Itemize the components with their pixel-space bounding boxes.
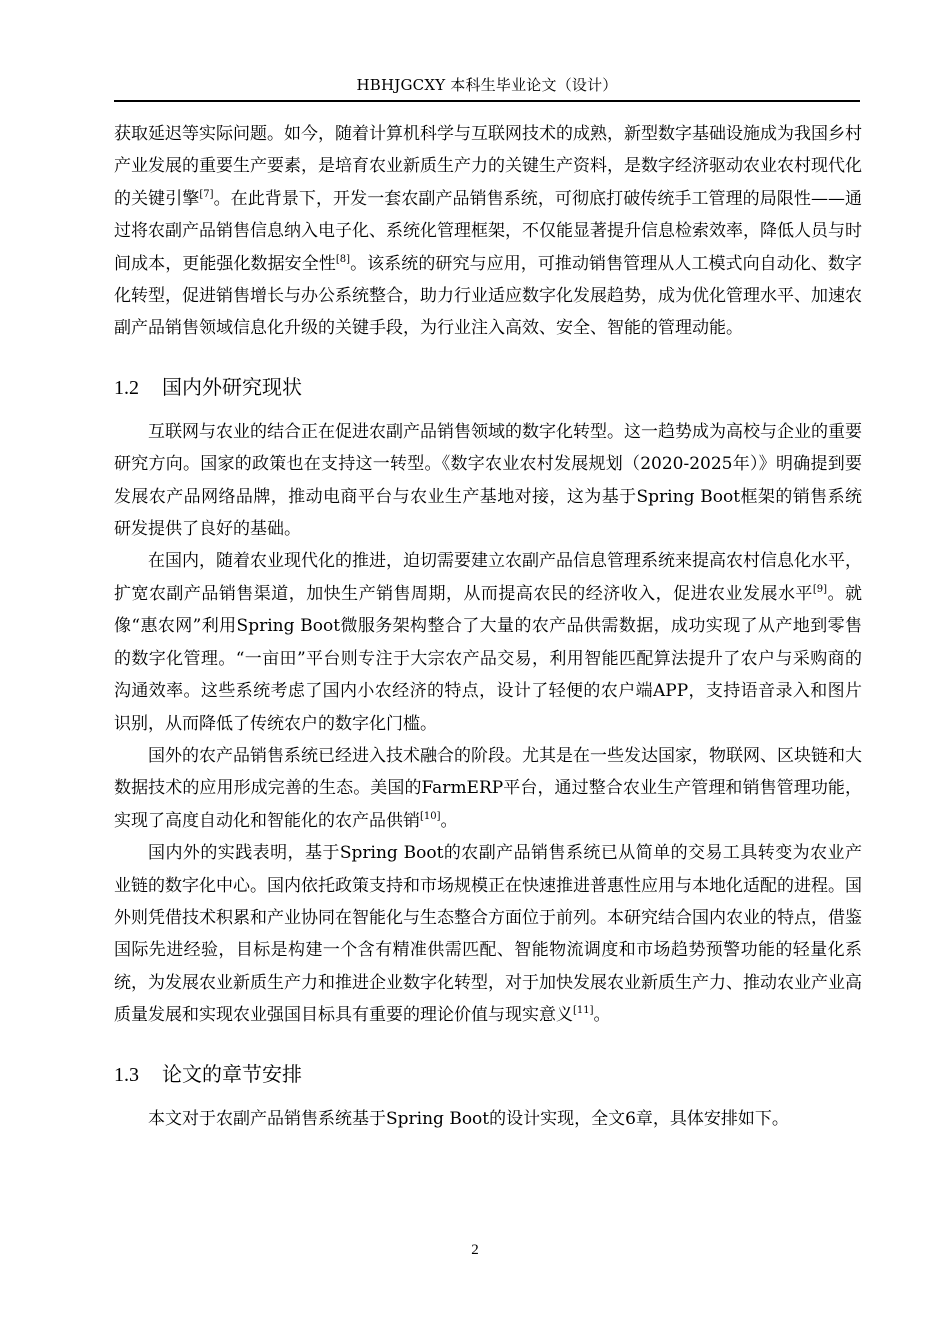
- paragraph-text: 本文对于农副产品销售系统基于Spring Boot的设计实现，全文6章，具体安排如下。: [148, 1108, 789, 1129]
- paragraph-text: 。在此背景下，开发一套农副产品销售系统，可彻底打破传统手工管理的局限性——通过将农副产品销售信息纳入电子化、系统化管理框架，不仅能显著提升信息检索效率，降低人员与时间成本，更能强化数据安全性: [114, 188, 863, 274]
- paragraph-text: 。该系统的研究与应用，可推动销售管理从人工模式向自动化、数字化转型，促进销售增长与办公系统整合，助力行业适应数字化发展趋势，成为优化管理水平、加速农副产品销售领域信息化升级的关键手段，为行业注入高效、安全、智能的管理动能。: [114, 253, 863, 339]
- section-number: 1.2: [114, 376, 139, 399]
- page-body: [114, 118, 862, 1135]
- paragraph-text: 。: [440, 810, 458, 831]
- citation-ref: [7]: [199, 188, 214, 200]
- page-number: 2: [471, 1242, 479, 1258]
- section-number: 1.3: [114, 1063, 139, 1086]
- section-heading-1-3: [114, 1059, 862, 1090]
- paragraph-text: 国内外的实践表明，基于Spring Boot的农副产品销售系统已从简单的交易工具转变为农业产业链的数字化中心。国内依托政策支持和市场规模正在快速推进普惠性应用与本地化适配的进程。国外则凭借技术积累和产业协同在智能化与生态整合方面位于前列。本研究结合国内农业的特点，借鉴国际先进经验，目标是构建一个含有精准供需匹配、智能物流调度和市场趋势预警功能的轻量化系统，为发展农业新质生产力和推进企业数字化转型，对于加快发展农业新质生产力、推动农业产业高质量发展和实现农业强国目标具有重要的理论价值与现实意义: [114, 843, 862, 1026]
- citation-ref: [9]: [812, 583, 828, 595]
- citation-ref: [10]: [420, 810, 441, 822]
- paragraph-foreign: [114, 740, 862, 837]
- citation-ref: [8]: [335, 253, 351, 265]
- paragraph-summary: [114, 837, 862, 1031]
- running-header: HBHJGCXY 本科生毕业论文（设计）: [356, 76, 618, 94]
- section-title: 国内外研究现状: [162, 374, 302, 399]
- citation-ref: [11]: [573, 1005, 594, 1017]
- paragraph-text: 。: [593, 1005, 611, 1026]
- paragraph-chapter-overview: [114, 1103, 862, 1135]
- paragraph-domestic: [114, 545, 862, 739]
- paragraph-text: 。就像“惠农网”利用Spring Boot微服务架构整合了大量的农产品供需数据，成功实现了从产地到零售的数字化管理。“一亩田”平台则专注于大宗农产品交易，利用智能匹配算法提升了农户与采购商的沟通效率。这些系统考虑了国内小农经济的特点，设计了轻便的农户端APP，支持语音录入和图片识别，从而降低了传统农户的数字化门槛。: [114, 583, 863, 734]
- paragraph-text: 国外的农产品销售系统已经进入技术融合的阶段。尤其是在一些发达国家，物联网、区块链和大数据技术的应用形成完善的生态。美国的FarmERP平台，通过整合农业生产管理和销售管理功能，实现了高度自动化和智能化的农产品供销: [114, 745, 862, 831]
- paragraph-text: 在国内，随着农业现代化的推进，迫切需要建立农副产品信息管理系统来提高农村信息化水平，扩宽农副产品销售渠道，加快生产销售周期，从而提高农民的经济收入，促进农业发展水平: [114, 551, 862, 604]
- section-title: 论文的章节安排: [162, 1061, 302, 1086]
- paragraph-text: 互联网与农业的结合正在促进农副产品销售领域的数字化转型。这一趋势成为高校与企业的重要研究方向。国家的政策也在支持这一转型。《数字农业农村发展规划（2020-2025年）》明确提到要发展农产品网络品牌，推动电商平台与农业生产基地对接，这为基于Spring Boot框架的销售系统研发提供了良好的基础。: [114, 421, 862, 540]
- header-rule: [114, 100, 860, 102]
- paragraph-policy: [114, 416, 862, 546]
- section-heading-1-2: [114, 372, 862, 403]
- continued-paragraph: [114, 118, 862, 345]
- paragraph-text: 获取延迟等实际问题。如今，随着计算机科学与互联网技术的成熟，新型数字基础设施成为我国乡村产业发展的重要生产要素，是培育农业新质生产力的关键生产资料，是数字经济驱动农业农村现代化的关键引擎: [114, 124, 862, 209]
